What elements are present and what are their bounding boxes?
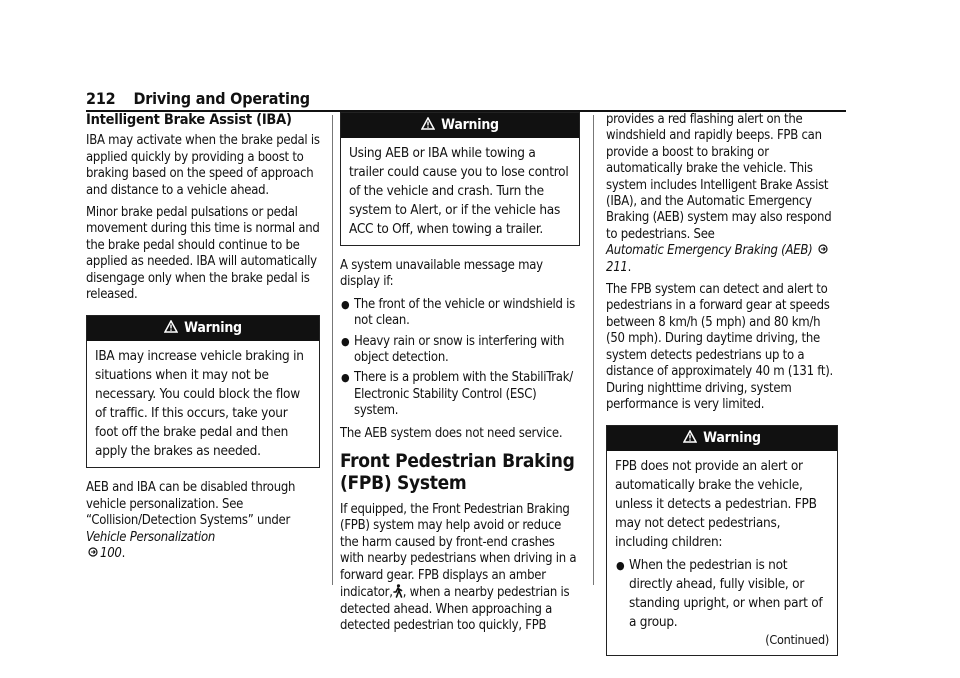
warning-text: Using AEB or IBA while towing a trailer could cause you to lose control of the vehicle and crash. Turn the system to Alert, or if the vehicle has ACC to Off, when towing a trailer.	[349, 145, 569, 237]
list-item	[340, 370, 580, 419]
fpb-paragraph	[340, 502, 580, 634]
warning-title: Warning	[184, 320, 242, 337]
list-item-text: There is a problem with the StabiliTrak/ Electronic Stability Control (ESC) system.	[354, 370, 573, 419]
list-item	[615, 556, 829, 632]
bullet-icon: ●	[341, 297, 350, 311]
aeb-link[interactable]: Automatic Emergency Braking (AEB)	[606, 243, 813, 259]
towing-warning-box	[340, 112, 580, 246]
page-number: 212	[86, 89, 116, 108]
page-header	[86, 84, 846, 112]
column-divider-1	[332, 115, 333, 585]
list-item	[340, 297, 580, 330]
iba-paragraph-2: Minor brake pedal pulsations or pedal movement during this time is normal and the brake pedal should continue to be applied as needed. IBA will automatically disengage only when the brake pedal is released.	[86, 205, 320, 303]
iba-warning-box	[86, 315, 320, 468]
unavailable-list	[340, 297, 580, 420]
fpb-cont-text: provides a red flashing alert on the windshield and rapidly beeps. FPB can provide a boost to braking or automatically brake the vehicle. This system includes Intelligent Brake Assist (IBA), and the Automatic Emergency Braking (AEB) system may also respond to pedestrians. See	[606, 112, 832, 242]
fpb-heading: Front Pedestrian Braking (FPB) System	[340, 450, 575, 495]
warning-body	[607, 451, 837, 655]
warning-title: Warning	[441, 117, 499, 133]
warning-triangle-icon	[164, 317, 178, 342]
warning-text: IBA may increase vehicle braking in situations when it may not be necessary. You could block the flow of traffic. If this occurs, take your foot off the brake pedal and then apply the brakes as needed.	[95, 348, 304, 460]
aeb-page-link[interactable]: 211	[606, 259, 628, 275]
fpb-warning-box	[606, 425, 838, 656]
warning-list	[615, 556, 829, 632]
continued-label: (Continued)	[765, 632, 829, 648]
page-reference-icon	[88, 546, 98, 562]
iba-heading: Intelligent Brake Assist (IBA)	[86, 112, 292, 128]
p1-end: .	[627, 259, 632, 275]
warning-header	[341, 113, 579, 138]
bullet-icon: ●	[341, 334, 350, 348]
p3-page-link[interactable]: 100	[100, 546, 122, 562]
list-item-text: Heavy rain or snow is interfering with object detection.	[354, 333, 565, 366]
warning-title: Warning	[703, 430, 761, 447]
column-3	[606, 112, 838, 668]
warning-header	[87, 316, 319, 341]
warning-text: FPB does not provide an alert or automatically brake the vehicle, unless it detects a pedestrian. FPB may not detect pedestrians, including children:	[615, 458, 817, 551]
list-item-text: When the pedestrian is not directly ahead, fully visible, or standing upright, or when part of a group.	[629, 557, 823, 631]
column-1	[86, 112, 320, 569]
warning-triangle-icon	[683, 427, 697, 452]
warning-triangle-icon	[421, 114, 435, 139]
column-2	[340, 112, 580, 640]
list-item	[340, 334, 580, 367]
fpb-text-a: If equipped, the Front Pedestrian Braking (FPB) system may help avoid or reduce the harm caused by front-end crashes with nearby pedestrians when driving in a forward gear. FPB displays an amber indicator,	[340, 502, 577, 601]
pedestrian-indicator-icon	[393, 584, 403, 598]
p3-text: AEB and IBA can be disabled through vehicle personalization. See “Collision/Detection Systems” under	[86, 480, 296, 529]
bullet-icon: ●	[341, 371, 350, 385]
list-item-text: The front of the vehicle or windshield is not clean.	[354, 296, 575, 329]
p3-end: .	[121, 546, 126, 562]
fpb-text-b: , when a nearby pedestrian is detected ahead. When approaching a detected pedestrian too quickly, FPB	[340, 585, 570, 633]
section-title: Driving and Operating	[133, 89, 310, 108]
fpb-paragraph-cont	[606, 112, 838, 276]
unavailable-intro: A system unavailable message may display if:	[340, 258, 543, 290]
iba-paragraph-3	[86, 480, 320, 562]
bullet-icon: ●	[616, 559, 625, 573]
page-reference-icon	[818, 243, 828, 259]
warning-header	[607, 426, 837, 451]
service-paragraph: The AEB system does not need service.	[340, 425, 563, 441]
iba-paragraph-1: IBA may activate when the brake pedal is applied quickly by providing a boost to braking based on the speed of approach and distance to a vehicle ahead.	[86, 133, 320, 198]
column-divider-2	[593, 115, 594, 585]
vehicle-personalization-link[interactable]: Vehicle Personalization	[86, 529, 216, 545]
fpb-detection-paragraph: The FPB system can detect and alert to pedestrians in a forward gear at speeds between 8 km/h (5 mph) and 80 km/h (50 mph). During daytime driving, the system detects pedestrians up to a distance of approximately 40 m (131 ft). During nighttime driving, system performance is very limited.	[606, 282, 833, 412]
